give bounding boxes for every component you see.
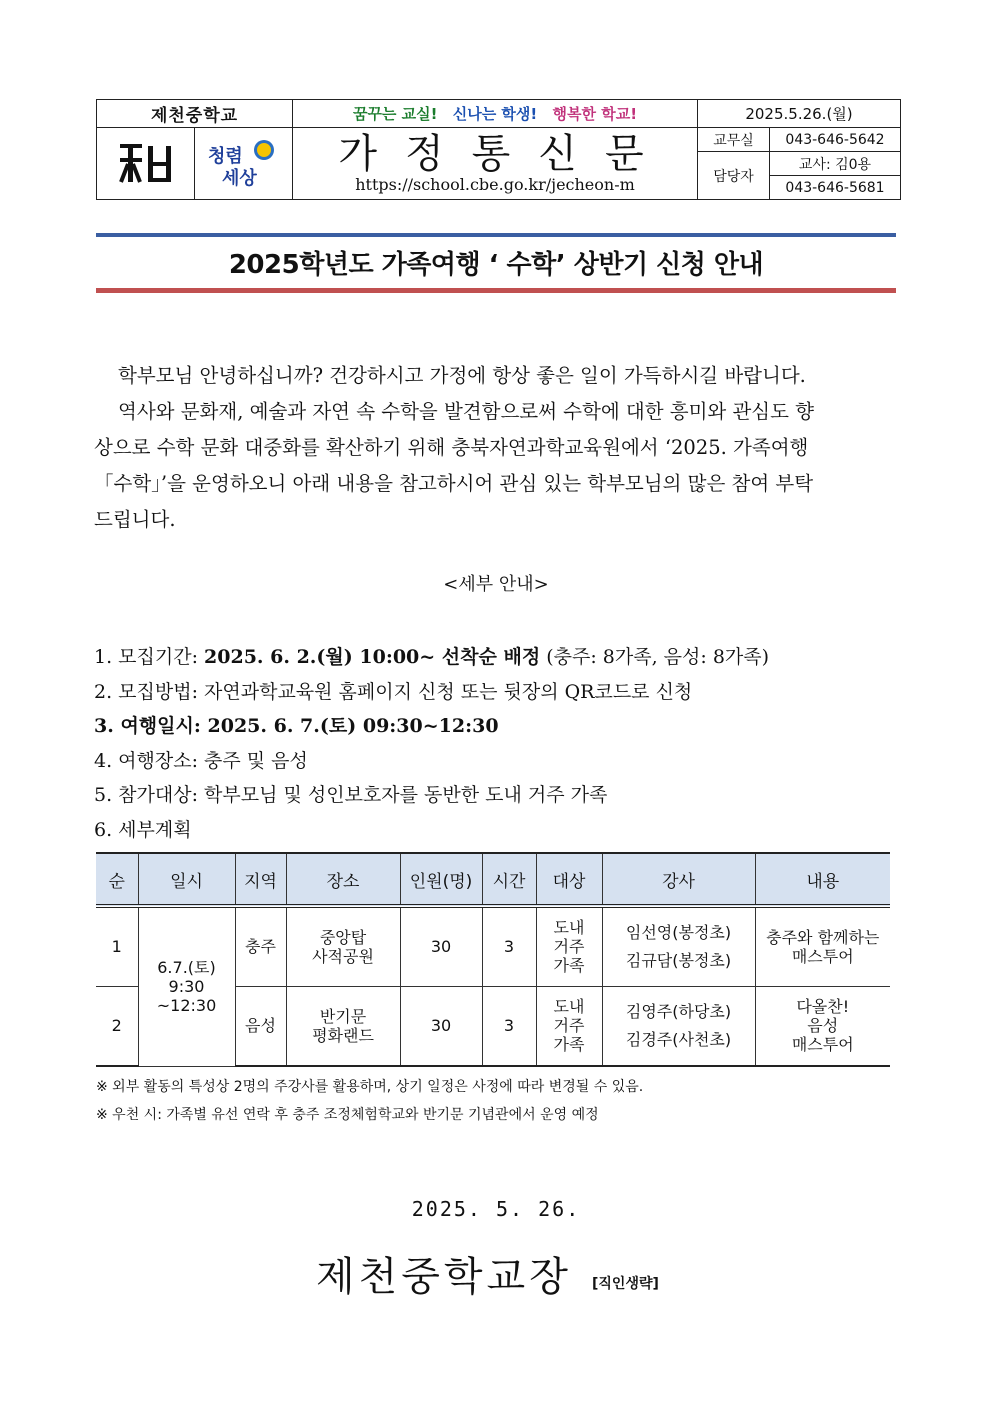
content-line-2: 음성 (807, 1016, 839, 1036)
col-region: 지역 (235, 853, 286, 906)
integrity-logo-text: 청렴세상 (203, 133, 208, 135)
school-logo-icon (116, 138, 176, 186)
row-no: 1 (96, 906, 138, 986)
item-1-label: 1. 모집기간: (94, 646, 205, 668)
row-no: 2 (96, 986, 138, 1066)
svg-text:청렴: 청렴 (207, 145, 243, 167)
intro-line-3: 상으로 수학 문화 대중화를 확산하기 위해 충북자연과학교육원에서 ‘2025. 가족여행 (94, 436, 809, 459)
row-target (536, 906, 602, 986)
seal-omitted: [직인생략] (592, 1276, 659, 1292)
col-target: 대상 (536, 853, 602, 906)
col-hours: 시간 (482, 853, 536, 906)
row-people: 30 (400, 986, 482, 1066)
item-1-bold: 2025. 6. 2.(월) 10:00~ 선착순 배정 (204, 646, 541, 668)
motto-1: 꿈꾸는 교실! (352, 105, 438, 123)
col-instructor: 강사 (602, 853, 755, 906)
title-top-bar (96, 233, 896, 237)
sign-date: 2025. 5. 26. (411, 1197, 581, 1221)
svg-text:세상: 세상 (221, 167, 257, 189)
integrity-logo-cell (195, 128, 293, 200)
instructor-2: 김규담(봉정초) (625, 950, 732, 970)
note-1: ※ 외부 활동의 특성상 2명의 주강사를 활용하며, 상기 일정은 사정에 따라 변경될 수 있음. (96, 1079, 644, 1095)
motto-3: 행복한 학교! (552, 105, 638, 123)
motto-2: 신나는 학생! (452, 105, 538, 123)
date-line-2: 9:30 (168, 977, 205, 997)
row-place (286, 986, 400, 1066)
content-line-1: 다올찬! (796, 997, 850, 1017)
row-region: 충주 (235, 906, 286, 986)
col-people: 인원(명) (400, 853, 482, 906)
place-line-1: 중앙탑 (319, 927, 367, 947)
intro-line-4: 「수학」’을 운영하오니 아래 내용을 참고하시어 관심 있는 학부모님의 많은 참여 부탁 (94, 472, 814, 495)
motto-cell (293, 100, 698, 128)
target-line-3: 가족 (553, 1035, 585, 1055)
item-3-label: 3. 여행일시: (94, 715, 208, 737)
row-hours: 3 (482, 906, 536, 986)
content-line-3: 매스투어 (791, 1035, 854, 1055)
item-participants: 5. 참가대상: 학부모님 및 성인보호자를 동반한 도내 거주 가족 (94, 784, 608, 806)
detail-heading: <세부 안내> (443, 574, 549, 595)
intro-line-5: 드립니다. (94, 508, 176, 531)
document-title: 2025학년도 가족여행 ‘ 수학’ 상반기 신청 안내 (228, 250, 764, 280)
target-line-2: 거주 (553, 1016, 585, 1036)
school-url[interactable]: https://school.cbe.go.kr/jecheon-m (355, 175, 635, 194)
instructor-2: 김경주(사천초) (625, 1029, 732, 1049)
table-row (96, 906, 890, 986)
row-instructor (602, 986, 755, 1066)
title-cell (293, 128, 698, 200)
office-label: 교무실 (698, 128, 770, 152)
place-line-2: 사적공원 (312, 946, 374, 966)
integrity-logo-icon (204, 134, 284, 190)
newsletter-title: 가정통신문 (338, 131, 672, 177)
school-name: 제천중학교 (150, 106, 239, 126)
intro-line-1: 학부모님 안녕하십니까? 건강하시고 가정에 항상 좋은 일이 가득하시길 바랍니다. (118, 364, 806, 387)
item-travel-place: 4. 여행장소: 충주 및 음성 (94, 749, 308, 772)
item-1-rest: (충주: 8가족, 음성: 8가족) (540, 646, 770, 668)
place-line-2: 평화랜드 (312, 1025, 374, 1045)
instructor-1: 김영주(하당초) (625, 1001, 732, 1021)
col-content: 내용 (755, 853, 890, 906)
teacher-phone: 043-646-5681 (770, 176, 901, 200)
target-line-2: 거주 (553, 937, 585, 957)
target-line-1: 도내 (553, 918, 585, 938)
target-line-3: 가족 (553, 956, 585, 976)
school-logo-cell (97, 128, 195, 200)
item-recruit-period (94, 640, 904, 675)
row-instructor (602, 906, 755, 986)
item-travel-date (94, 709, 904, 744)
row-hours: 3 (482, 986, 536, 1066)
detail-list (94, 640, 904, 847)
item-3-bold: 2025. 6. 7.(토) 09:30~12:30 (207, 715, 499, 737)
row-place (286, 906, 400, 986)
header-table (96, 99, 901, 200)
manager-label: 담당자 (698, 152, 770, 200)
instructor-1: 임선영(봉정초) (625, 922, 732, 942)
date-line-1: 6.7.(토) (157, 958, 216, 978)
title-bottom-bar (96, 288, 896, 293)
col-no: 순 (96, 853, 138, 906)
row-people: 30 (400, 906, 482, 986)
date-cell (138, 906, 235, 1066)
row-content (755, 986, 890, 1066)
place-line-1: 반기문 (319, 1006, 367, 1026)
row-content (755, 906, 890, 986)
note-2: ※ 우천 시: 가족별 유선 연락 후 충주 조정체험학교와 반기문 기념관에서 운영 예정 (96, 1107, 599, 1123)
col-place: 장소 (286, 853, 400, 906)
schedule-table (96, 852, 890, 1067)
content-line-2: 매스투어 (791, 946, 854, 966)
content-line-1: 충주와 함께하는 (766, 927, 880, 947)
school-logo-text: 제비 (115, 137, 118, 139)
row-region: 음성 (235, 986, 286, 1066)
school-name-cell (97, 100, 293, 128)
col-date: 일시 (138, 853, 235, 906)
date-line-3: ~12:30 (156, 996, 217, 1016)
teacher-name: 교사: 김0용 (770, 152, 901, 176)
target-line-1: 도내 (553, 997, 585, 1017)
item-detail-plan: 6. 세부계획 (94, 818, 192, 841)
row-target (536, 986, 602, 1066)
item-recruit-method: 2. 모집방법: 자연과학교육원 홈페이지 신청 또는 뒷장의 QR코드로 신청 (94, 680, 693, 703)
principal-signature: 제천중학교장 (316, 1254, 572, 1300)
intro-line-2: 역사와 문화재, 예술과 자연 속 수학을 발견함으로써 수학에 대한 흥미와 관심도 향 (118, 400, 815, 423)
issue-date: 2025.5.26.(월) (698, 100, 901, 128)
office-phone: 043-646-5642 (770, 128, 901, 152)
